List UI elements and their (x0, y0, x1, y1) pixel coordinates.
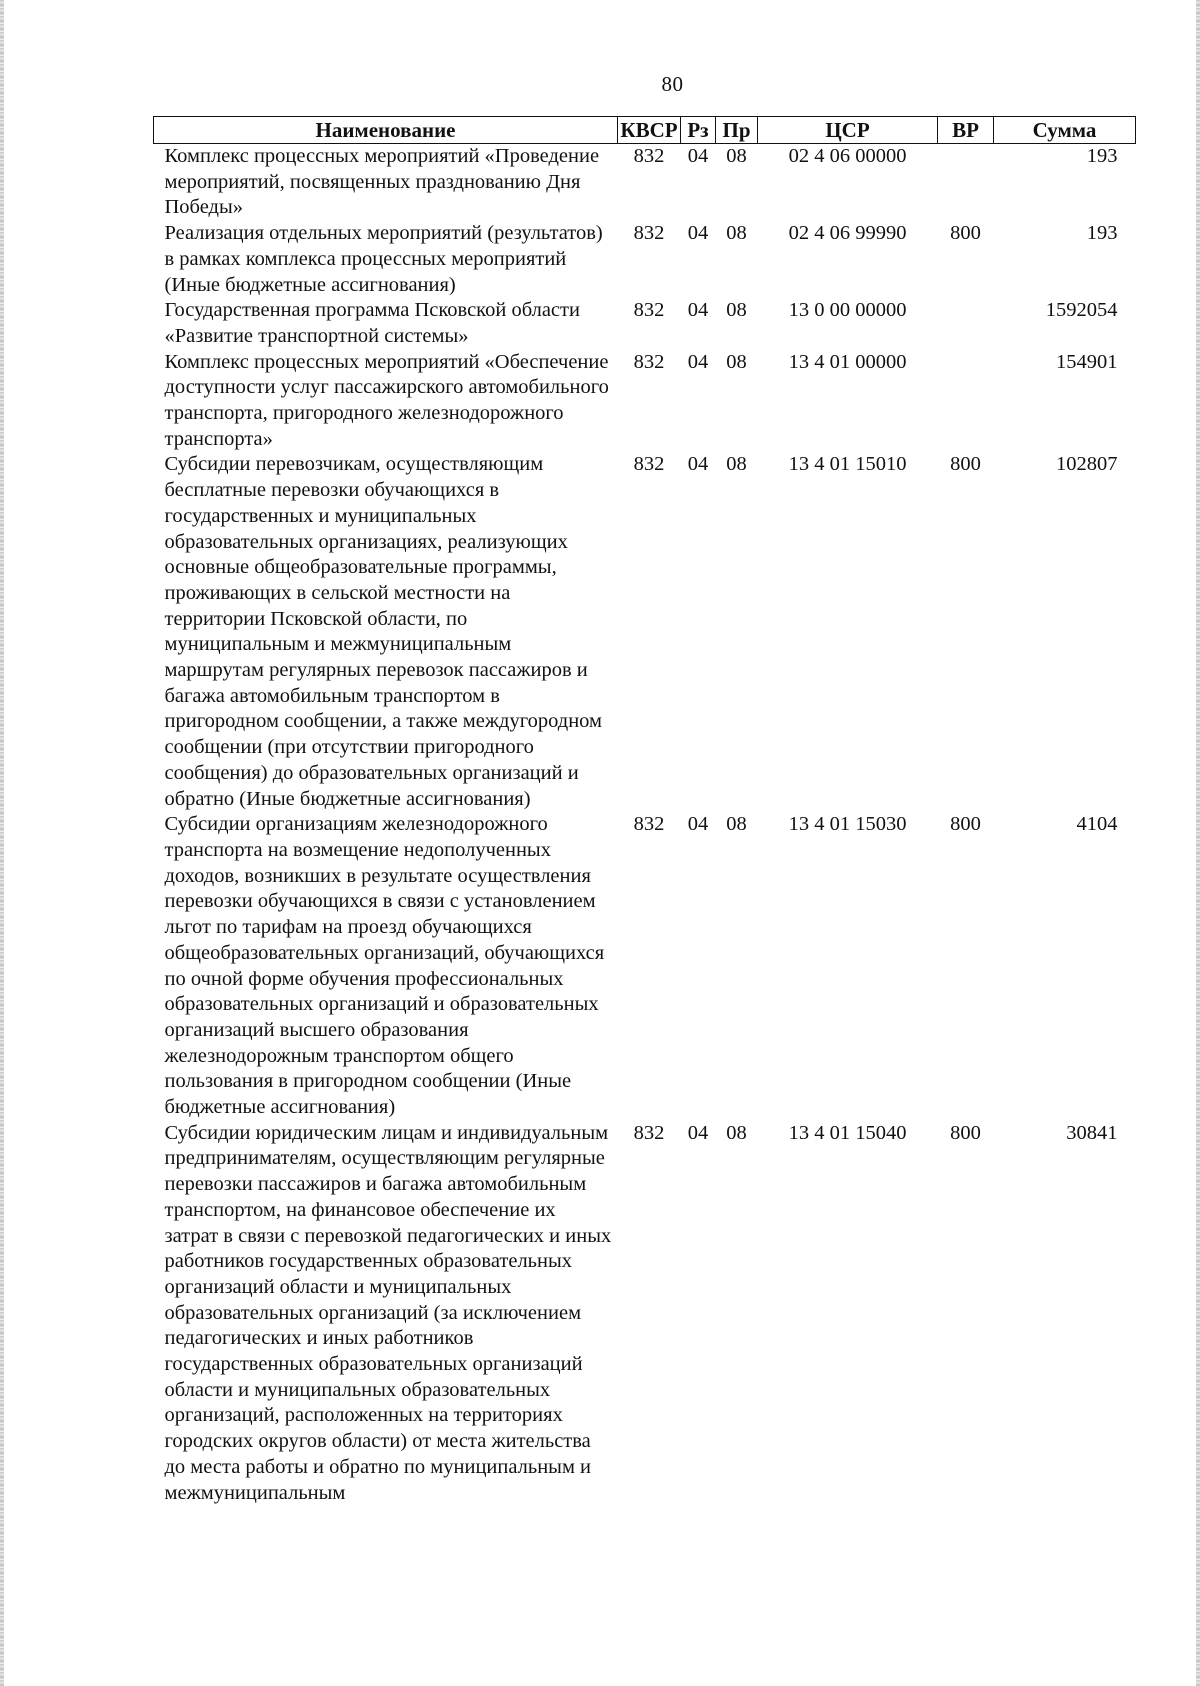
header-rz: Рз (681, 117, 716, 144)
cell-rz: 04 (687, 813, 709, 836)
cell-rz: 04 (687, 222, 709, 245)
cell-vr (938, 298, 994, 349)
scan-edge-right (1196, 0, 1200, 1686)
cell-pr: 08 (726, 453, 747, 476)
cell-name: Реализация отдельных мероприятий (результатов) в рамках комплекса процессных мероприятий (Иные бюджетные ассигнования) (164, 222, 603, 296)
cell-csr: 13 4 01 00000 (788, 350, 907, 373)
budget-table (153, 116, 1136, 1506)
cell-kvsr: 832 (633, 299, 665, 322)
cell-rz: 04 (687, 350, 709, 373)
cell-name: Комплекс процессных мероприятий «Проведение мероприятий, посвященных празднованию Дня Победы» (164, 145, 600, 219)
cell-rz: 04 (687, 453, 709, 476)
cell-kvsr: 832 (633, 145, 665, 167)
cell-pr: 08 (726, 145, 747, 167)
page-number: 80 (661, 72, 684, 96)
table-row (154, 298, 1136, 349)
cell-name: Субсидии организациям железнодорожного транспорта на возмещение недополученных доходов, возникших в результате осуществления перевозки обучающихся в связи с установлением льгот по тарифам на проезд обучающихся общеобразовательных организаций, обучающихся по очной форме обучения профессиональных образовательных организаций и образовательных организаций высшего образования железнодорожным транспортом общего пользования в пригородном сообщении (Иные бюджетные ассигнования) (164, 813, 605, 1119)
cell-csr: 02 4 06 99990 (788, 222, 907, 245)
header-sum: Сумма (994, 117, 1136, 144)
cell-vr: 800 (950, 1121, 981, 1144)
cell-rz: 04 (687, 299, 709, 322)
cell-pr: 08 (726, 299, 747, 322)
cell-vr: 800 (950, 453, 981, 476)
table-row (154, 1121, 1136, 1507)
cell-sum: 193 (1086, 145, 1118, 167)
header-row (154, 117, 1136, 144)
cell-pr: 08 (726, 350, 747, 373)
cell-csr: 13 4 01 15040 (788, 1121, 907, 1144)
cell-pr: 08 (726, 222, 747, 245)
cell-name: Государственная программа Псковской области «Развитие транспортной системы» (164, 299, 580, 347)
table-header (154, 117, 1136, 144)
cell-sum: 4104 (1076, 813, 1118, 836)
cell-kvsr: 832 (633, 1121, 665, 1144)
header-pr: Пр (716, 117, 758, 144)
cell-kvsr: 832 (633, 222, 665, 245)
cell-vr (938, 144, 994, 222)
header-csr: ЦСР (758, 117, 938, 144)
cell-vr: 800 (950, 813, 981, 836)
table-row (154, 350, 1136, 453)
cell-rz: 04 (687, 1121, 709, 1144)
header-kvsr: КВСР (618, 117, 681, 144)
cell-name: Комплекс процессных мероприятий «Обеспечение доступности услуг пассажирского автомобильного транспорта, пригородного железнодорожного транспорта» (164, 350, 609, 450)
cell-sum: 193 (1086, 222, 1118, 245)
header-vr: ВР (938, 117, 994, 144)
header-name: Наименование (154, 117, 618, 144)
cell-csr: 13 4 01 15030 (788, 813, 907, 836)
table-row (154, 144, 1136, 222)
cell-vr (938, 350, 994, 453)
cell-rz: 04 (687, 145, 709, 167)
cell-name: Субсидии перевозчикам, осуществляющим бесплатные перевозки обучающихся в государственных и муниципальных образовательных организациях, реализующих основные общеобразовательные программы, проживающих в сельской местности на территории Псковской области, по муниципальным и межмуниципальным маршрутам регулярных перевозок пассажиров и багажа автомобильным транспортом в пригородном сообщении, а также междугородном сообщении (при отсутствии пригородного сообщения) до образовательных организаций и обратно (Иные бюджетные ассигнования) (164, 453, 602, 810)
table-row (154, 452, 1136, 812)
cell-sum: 1592054 (1045, 299, 1118, 322)
cell-vr: 800 (950, 222, 981, 245)
cell-kvsr: 832 (633, 813, 665, 836)
table-row (154, 221, 1136, 298)
cell-name: Субсидии юридическим лицам и индивидуальным предпринимателям, осуществляющим регулярные перевозки пассажиров и багажа автомобильным транспортом, на финансовое обеспечение их затрат в связи с перевозкой педагогических и иных работников государственных образовательных организаций области и муниципальных образовательных организаций (за исключением педагогических и иных работников государственных образовательных организаций области и муниципальных образовательных организаций, расположенных на территориях городских округов области) от места жительства до места работы и обратно по муниципальным и межмуниципальным (164, 1121, 612, 1504)
cell-sum: 154901 (1056, 350, 1118, 373)
cell-kvsr: 832 (633, 350, 665, 373)
cell-sum: 30841 (1066, 1121, 1118, 1144)
cell-kvsr: 832 (633, 453, 665, 476)
scan-edge-left (0, 0, 4, 1686)
cell-csr: 02 4 06 00000 (788, 145, 907, 167)
cell-csr: 13 0 00 00000 (788, 299, 907, 322)
cell-pr: 08 (726, 813, 747, 836)
table-row (154, 812, 1136, 1120)
table-body (154, 144, 1136, 1507)
cell-csr: 13 4 01 15010 (788, 453, 907, 476)
cell-sum: 102807 (1056, 453, 1118, 476)
cell-pr: 08 (726, 1121, 747, 1144)
